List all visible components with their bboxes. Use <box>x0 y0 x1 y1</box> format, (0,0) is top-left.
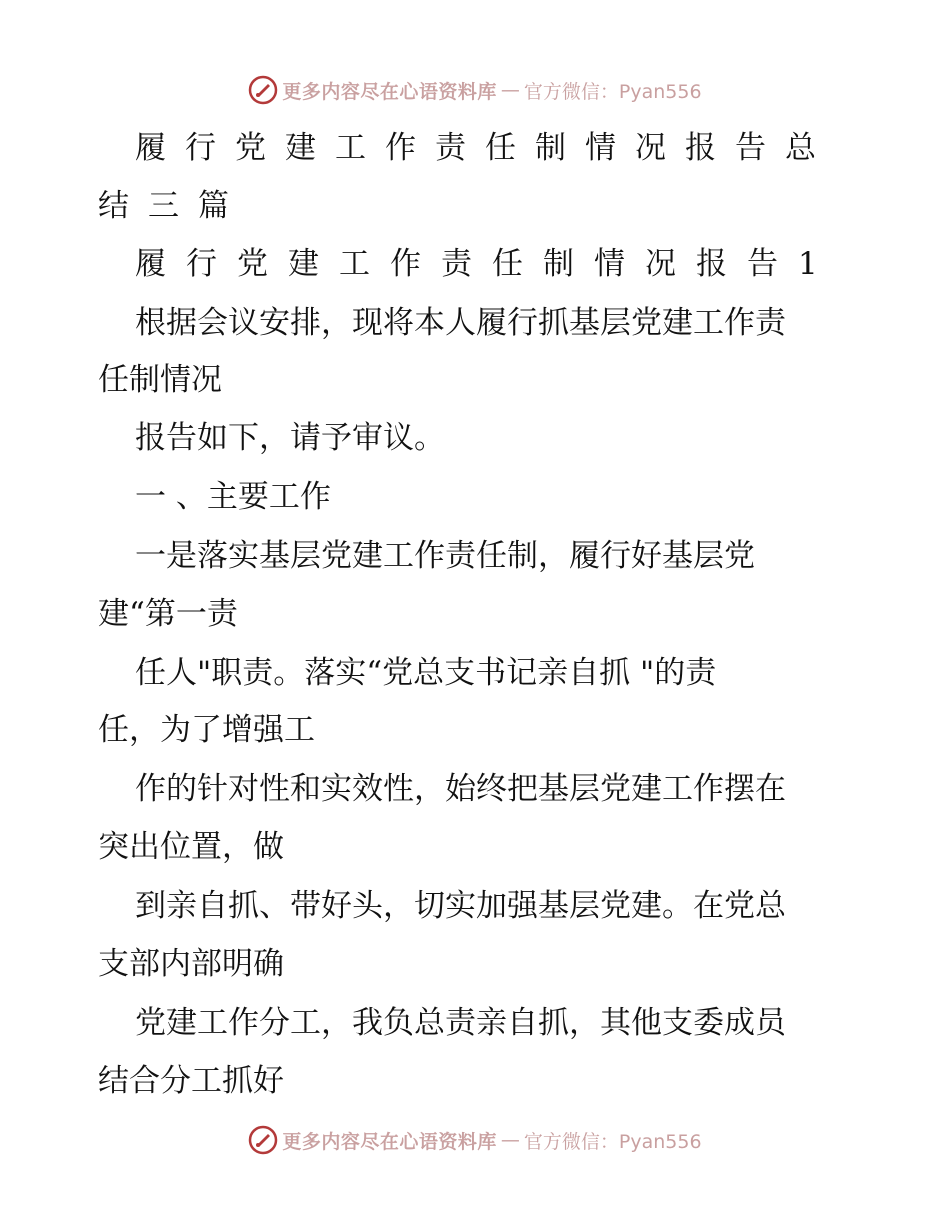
brand-logo-icon <box>248 1125 278 1155</box>
paragraph-line: 作的针对性和实效性，始终把基层党建工作摆在 <box>135 771 786 807</box>
paragraph-line: 一 、主要工作 <box>135 479 331 515</box>
banner-wechat: 官方微信：Pyan556 <box>523 1130 702 1153</box>
paragraph-line: 到亲自抓、带好头，切实加强基层党建。在党总 <box>135 888 786 924</box>
paragraph-line: 任，为了增强工 <box>98 712 315 748</box>
paragraph-line: 任人"职责。落实“党总支书记亲自抓 "的责 <box>135 655 717 691</box>
footer-banner <box>0 1120 950 1160</box>
paragraph-line: 任制情况 <box>98 362 222 398</box>
paragraph-line: 根据会议安排，现将本人履行抓基层党建工作责 <box>135 305 786 341</box>
paragraph-line: 报告如下，请予审议。 <box>135 420 445 456</box>
banner-wechat: 官方微信：Pyan556 <box>523 80 702 103</box>
paragraph-line: 突出位置，做 <box>98 829 284 865</box>
brand-logo-icon <box>248 75 278 105</box>
banner-dash: — <box>500 1129 520 1151</box>
paragraph-line: 一是落实基层党建工作责任制，履行好基层党 <box>135 538 755 574</box>
paragraph-line: 建“第一责 <box>98 596 238 632</box>
banner-title: 更多内容尽在心语资料库 <box>282 1130 497 1153</box>
banner-dash: — <box>500 79 520 101</box>
doc-title-line-1: 履行党建工作责任制情况报告总 <box>135 130 835 166</box>
section-heading: 履行党建工作责任制情况报告1 <box>135 246 838 282</box>
paragraph-line: 党建工作分工，我负总责亲自抓，其他支委成员 <box>135 1005 786 1041</box>
paragraph-line: 支部内部明确 <box>98 946 284 982</box>
banner-title: 更多内容尽在心语资料库 <box>282 80 497 103</box>
header-banner <box>0 70 950 110</box>
paragraph-line: 结合分工抓好 <box>98 1063 284 1099</box>
doc-title-line-2: 结三篇 <box>98 188 248 224</box>
